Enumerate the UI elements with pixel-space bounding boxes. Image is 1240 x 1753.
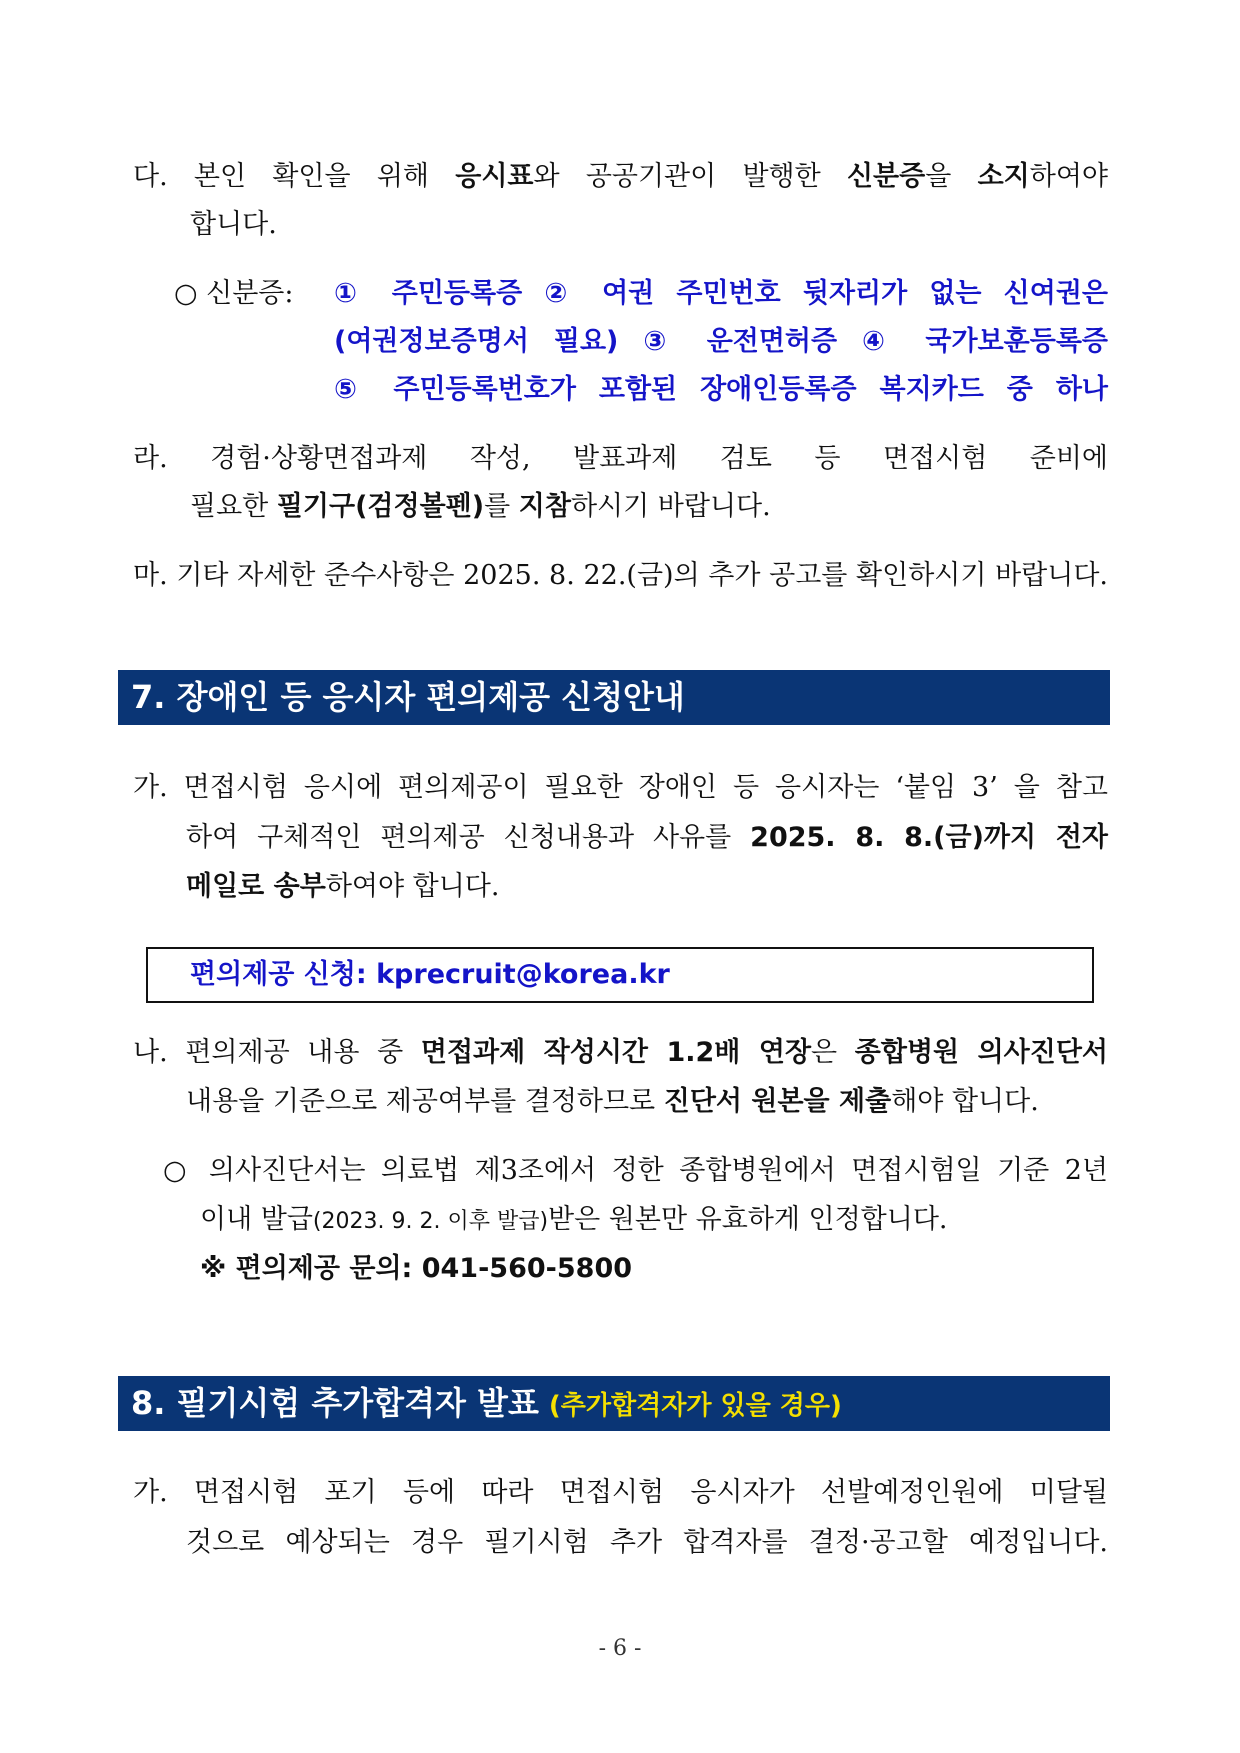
paragraph-da-line1: 다. 본인 확인을 위해 응시표와 공공기관이 발행한 신분증을 소지하여야	[133, 161, 1108, 192]
bold-bring: 지참	[518, 491, 571, 522]
s7-na-line2: 내용을 기준으로 제공여부를 결정하므로 진단서 원본을 제출해야 합니다.	[186, 1086, 1039, 1117]
email-box	[146, 947, 1094, 1003]
s8-ga-line1: 가. 면접시험 포기 등에 따라 면접시험 응시자가 선발예정인원에 미달될	[133, 1477, 1108, 1508]
bold-carry: 소지	[977, 161, 1030, 192]
s7-ga-line1: 가. 면접시험 응시에 편의제공이 필요한 장애인 등 응시자는 ‘붙임 3’ 을 참고	[133, 772, 1108, 803]
paragraph-ra-line1: 라. 경험·상황면접과제 작성, 발표과제 검토 등 면접시험 준비에	[133, 443, 1108, 474]
paragraph-da-line2: 합니다.	[190, 209, 277, 240]
bold-deadline: 2025. 8. 8.(금)까지 전자	[750, 822, 1108, 853]
id-list-prefix: ○ 신분증:	[174, 278, 294, 309]
bold-admission-ticket: 응시표	[455, 161, 534, 192]
section8-title-note: (추가합격자가 있을 경우)	[548, 1391, 842, 1421]
section7-header	[118, 670, 1110, 725]
s7-na-line1: 나. 편의제공 내용 중 면접과제 작성시간 1.2배 연장은 종합병원 의사진단서	[133, 1037, 1108, 1068]
id-list-line1: ① 주민등록증 ② 여권 주민번호 뒷자리가 없는 신여권은	[334, 278, 1108, 309]
section8-header	[118, 1376, 1110, 1431]
bold-diagnosis: 종합병원 의사진단서	[854, 1037, 1108, 1068]
s7-ga-line3: 메일로 송부하여야 합니다.	[186, 871, 500, 902]
bold-extension: 면접과제 작성시간 1.2배 연장	[420, 1037, 812, 1068]
page-number: - 6 -	[598, 1636, 642, 1661]
id-list-line3: ⑤ 주민등록번호가 포함된 장애인등록증 복지카드 중 하나	[334, 374, 1108, 405]
bold-id-card: 신분증	[846, 161, 926, 192]
s7-ga-line2: 하여 구체적인 편의제공 신청내용과 사유를 2025. 8. 8.(금)까지 전자	[186, 822, 1108, 853]
bold-writing-tool: 필기구(검정볼펜)	[276, 491, 485, 522]
paragraph-ma-line1: 마. 기타 자세한 준수사항은 2025. 8. 22.(금)의 추가 공고를 확인하시기 바랍니다.	[133, 560, 1108, 591]
bold-email-send: 메일로 송부	[186, 871, 326, 902]
s8-ga-line2: 것으로 예상되는 경우 필기시험 추가 합격자를 결정·공고할 예정입니다.	[186, 1527, 1108, 1558]
paragraph-ra-line2: 필요한 필기구(검정볼펜)를 지참하시기 바랍니다.	[190, 491, 771, 522]
id-list-line2: (여권정보증명서 필요) ③ 운전면허증 ④ 국가보훈등록증	[334, 326, 1108, 357]
section7-title: 7. 장애인 등 응시자 편의제공 신청안내	[131, 678, 685, 716]
bold-submit-original: 진단서 원본을 제출	[663, 1086, 892, 1117]
s7-sub-line1: ○ 의사진단서는 의료법 제3조에서 정한 종합병원에서 면접시험일 기준 2년	[163, 1155, 1108, 1186]
section8-title: 8. 필기시험 추가합격자 발표	[131, 1384, 539, 1422]
s7-sub-line2: 이내 발급(2023. 9. 2. 이후 발급)받은 원본만 유효하게 인정합니다.	[200, 1204, 948, 1235]
s7-contact: ※ 편의제공 문의: 041-560-5800	[200, 1253, 633, 1284]
email-box-text: 편의제공 신청: kprecruit@korea.kr	[190, 959, 670, 990]
